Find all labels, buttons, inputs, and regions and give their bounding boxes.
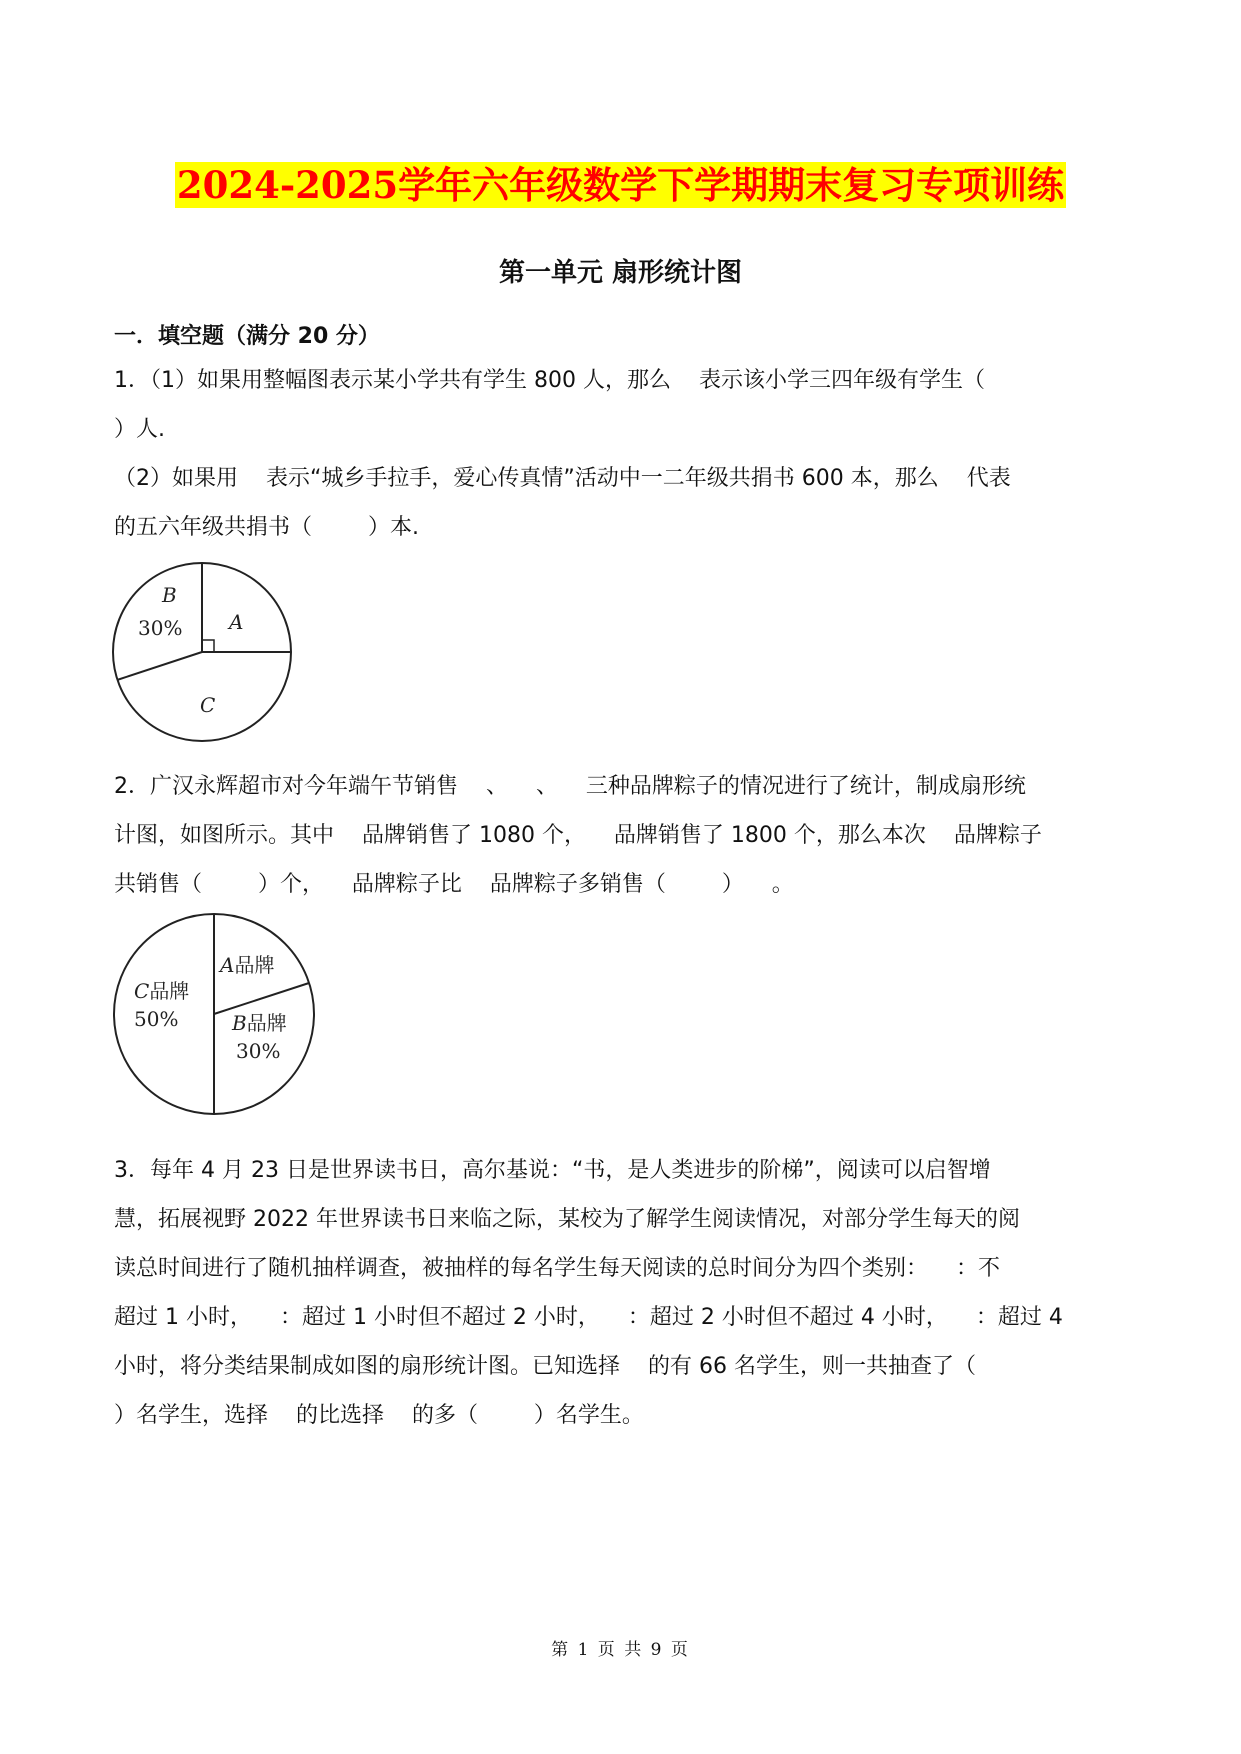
q3-line4: 超过 1 小时， ：超过 1 小时但不超过 2 小时， ：超过 2 小时但不超过 4 小时， ：超过 4	[114, 1305, 1063, 1330]
q2-line1: 2．广汉永辉超市对今年端午节销售 、 、 三种品牌粽子的情况进行了统计，制成扇形统	[114, 774, 1026, 799]
q3-line1: 3．每年 4 月 23 日是世界读书日，高尔基说：“书，是人类进步的阶梯”，阅读可以启智增	[114, 1158, 991, 1183]
q2-line2: 计图，如图所示。其中 品牌销售了 1080 个， 品牌销售了 1800 个，那么本次 品牌粽子	[114, 823, 1042, 848]
q1-line1: 1．（1）如果用整幅图表示某小学共有学生 800 人，那么 表示该小学三四年级有学生（	[114, 368, 985, 393]
pie2-divider-ab	[214, 983, 309, 1014]
q3-line5: 小时，将分类结果制成如图的扇形统计图。已知选择 的有 66 名学生，则一共抽查了（	[114, 1354, 976, 1379]
pie2-label-c-pct: 50%	[134, 1007, 179, 1031]
unit-title: 第一单元 扇形统计图	[498, 258, 743, 288]
page-footer: 第 1 页 共 9 页	[551, 1640, 690, 1660]
q2-line3: 共销售（ ）个， 品牌粽子比 品牌粽子多销售（ ） 。	[114, 872, 794, 897]
pie1-label-a: A	[229, 610, 244, 634]
pie-chart-2	[108, 910, 318, 1118]
pie2-label-b: B品牌	[232, 1011, 287, 1035]
pie1-label-c: C	[200, 693, 216, 717]
q3-line6: ）名学生，选择 的比选择 的多（ ）名学生。	[114, 1403, 644, 1428]
pie-chart-1	[108, 560, 308, 750]
pie1-label-b-pct: 30%	[138, 616, 183, 640]
q1-line3: （2）如果用 表示“城乡手拉手，爱心传真情”活动中一二年级共捐书 600 本，那么 代表	[114, 466, 1011, 491]
q1-line2: ）人.	[114, 417, 165, 442]
q1-line4: 的五六年级共捐书（ ）本.	[114, 515, 419, 540]
pie1-right-angle-mark	[202, 640, 214, 652]
page-title: 2024-2025学年六年级数学下学期期末复习专项训练	[176, 163, 1065, 207]
pie2-label-a: A品牌	[220, 953, 275, 977]
pie1-label-b: B	[162, 583, 177, 607]
q3-line3: 读总时间进行了随机抽样调查，被抽样的每名学生每天阅读的总时间分为四个类别： ：不	[114, 1256, 1000, 1281]
pie1-divider-left	[117, 652, 202, 680]
pie2-label-c: C品牌	[134, 979, 190, 1003]
pie2-label-b-pct: 30%	[236, 1039, 281, 1063]
q3-line2: 慧，拓展视野 2022 年世界读书日来临之际，某校为了解学生阅读情况，对部分学生每天的阅	[114, 1207, 1020, 1232]
title-block	[0, 162, 1241, 208]
section-title: 一．填空题（满分 20 分）	[114, 324, 380, 349]
